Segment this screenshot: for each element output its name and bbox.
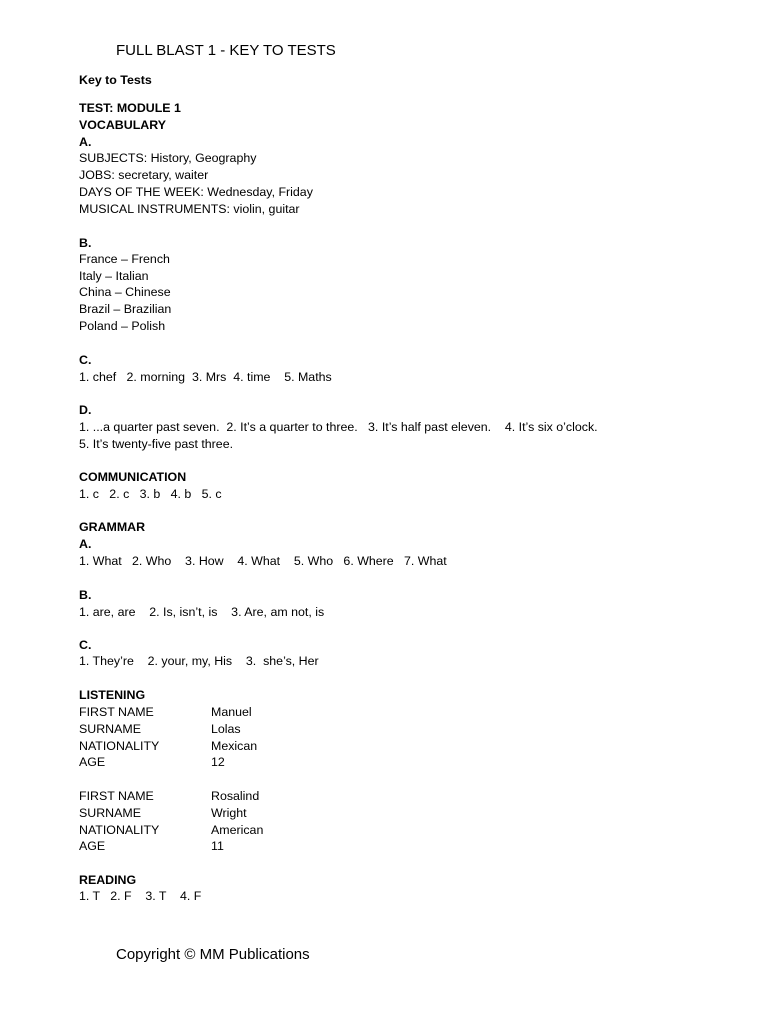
listening-row-label: AGE: [79, 839, 106, 853]
listening-row-label: SURNAME: [79, 722, 141, 736]
grammar-b-line: 1. are, are 2. Is, isn’t, is 3. Are, am not, is: [79, 605, 325, 619]
page-header-title: FULL BLAST 1 - KEY TO TESTS: [116, 42, 336, 59]
footer-copyright: Copyright © MM Publications: [116, 946, 310, 963]
vocab-b-line: Italy – Italian: [79, 269, 149, 283]
vocab-a-line: SUBJECTS: History, Geography: [79, 151, 257, 165]
listening-heading: LISTENING: [79, 688, 146, 702]
listening-row-value: Mexican: [211, 739, 258, 753]
communication-heading: COMMUNICATION: [79, 470, 187, 484]
listening-row-value: Lolas: [211, 722, 241, 736]
listening-row-value: 11: [211, 839, 224, 853]
vocab-b-line: Poland – Polish: [79, 319, 166, 333]
vocab-a-line: MUSICAL INSTRUMENTS: violin, guitar: [79, 202, 300, 216]
grammar-a-line: 1. What 2. Who 3. How 4. What 5. Who 6. Where 7. What: [79, 554, 447, 568]
listening-row-value: 12: [211, 755, 225, 769]
grammar-c-line: 1. They’re 2. your, my, His 3. she’s, Her: [79, 654, 319, 668]
listening-row-label: SURNAME: [79, 806, 141, 820]
listening-row-value: Manuel: [211, 705, 252, 719]
grammar-a-label: A.: [79, 537, 92, 551]
grammar-heading: GRAMMAR: [79, 520, 146, 534]
vocab-c-line: 1. chef 2. morning 3. Mrs 4. time 5. Maths: [79, 370, 332, 384]
reading-heading: READING: [79, 873, 137, 887]
vocab-d-line: 1. ...a quarter past seven. 2. It’s a quarter to three. 3. It’s half past eleven. 4. It’s six o’clock.: [79, 420, 598, 434]
grammar-c-label: C.: [79, 638, 92, 652]
listening-row-label: FIRST NAME: [79, 705, 154, 719]
listening-row-value: Wright: [211, 806, 247, 820]
listening-row-label: FIRST NAME: [79, 789, 154, 803]
listening-row-label: AGE: [79, 755, 106, 769]
test-title: TEST: MODULE 1: [79, 101, 181, 115]
vocab-a-line: JOBS: secretary, waiter: [79, 168, 209, 182]
vocab-a-line: DAYS OF THE WEEK: Wednesday, Friday: [79, 185, 313, 199]
listening-row-value: Rosalind: [211, 789, 260, 803]
vocab-b-line: France – French: [79, 252, 170, 266]
listening-row-value: American: [211, 823, 264, 837]
vocab-b-line: China – Chinese: [79, 285, 171, 299]
listening-row-label: NATIONALITY: [79, 739, 160, 753]
vocab-c-label: C.: [79, 353, 92, 367]
vocab-b-label: B.: [79, 236, 92, 250]
vocab-a-label: A.: [79, 135, 92, 149]
key-to-tests-heading: Key to Tests: [79, 73, 152, 87]
vocab-d-label: D.: [79, 403, 92, 417]
communication-line: 1. c 2. c 3. b 4. b 5. c: [79, 487, 222, 501]
grammar-b-label: B.: [79, 588, 92, 602]
listening-row-label: NATIONALITY: [79, 823, 160, 837]
vocab-b-line: Brazil – Brazilian: [79, 302, 172, 316]
vocab-d-line: 5. It’s twenty-five past three.: [79, 437, 234, 451]
reading-line: 1. T 2. F 3. T 4. F: [79, 889, 202, 903]
vocabulary-heading: VOCABULARY: [79, 118, 166, 132]
